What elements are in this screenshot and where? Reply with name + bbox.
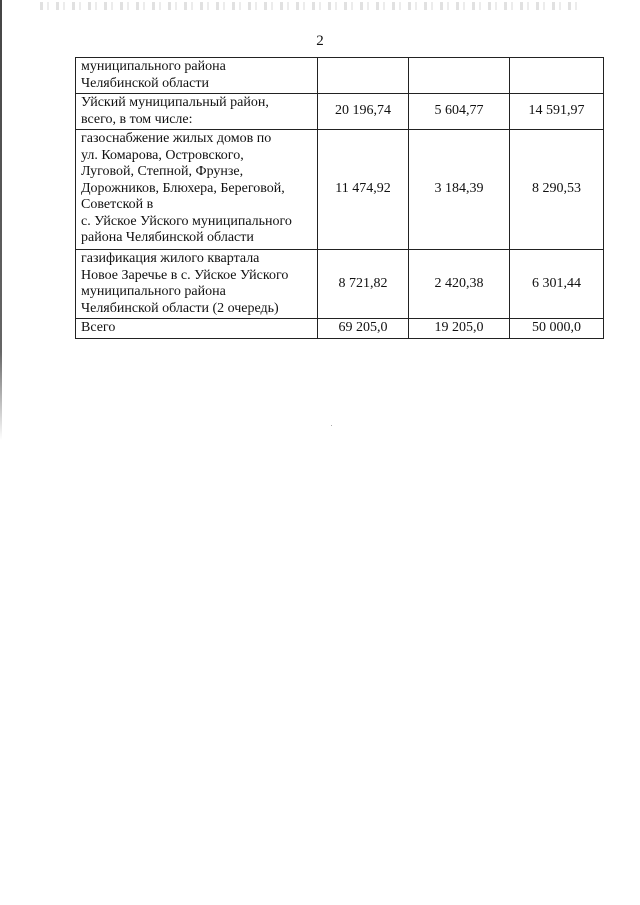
row-value-total: 20 196,74 xyxy=(318,94,409,130)
row-value-federal: 8 290,53 xyxy=(510,130,604,250)
table-row xyxy=(76,130,604,250)
scan-speck xyxy=(331,425,332,426)
row-name: газификация жилого квартала Новое Заречье в с. Уйское Уйского муниципального района Челябинской области (2 очередь) xyxy=(76,250,318,319)
row-value-regional: 2 420,38 xyxy=(409,250,510,319)
row-name: муниципального района Челябинской области xyxy=(76,58,318,94)
budget-table xyxy=(75,57,604,339)
row-value-federal: 14 591,97 xyxy=(510,94,604,130)
row-name: газоснабжение жилых домов по ул. Комарова, Островского, Луговой, Степной, Фрунзе, Дорожников, Блюхера, Береговой, Советской в с. Уйское Уйского муниципального района Челябинской области xyxy=(76,130,318,250)
row-value-federal xyxy=(510,58,604,94)
table-row-total xyxy=(76,319,604,339)
row-value-total: 69 205,0 xyxy=(318,319,409,339)
row-name: Всего xyxy=(76,319,318,339)
row-value-federal: 50 000,0 xyxy=(510,319,604,339)
row-value-regional: 5 604,77 xyxy=(409,94,510,130)
row-value-total: 8 721,82 xyxy=(318,250,409,319)
table-row xyxy=(76,250,604,319)
row-value-federal: 6 301,44 xyxy=(510,250,604,319)
row-value-total xyxy=(318,58,409,94)
page-number: 2 xyxy=(316,33,324,49)
row-value-regional: 3 184,39 xyxy=(409,130,510,250)
scan-left-edge xyxy=(0,0,2,440)
scan-header-noise xyxy=(40,2,580,10)
table-row xyxy=(76,94,604,130)
row-name: Уйский муниципальный район, всего, в том числе: xyxy=(76,94,318,130)
row-value-regional: 19 205,0 xyxy=(409,319,510,339)
row-value-total: 11 474,92 xyxy=(318,130,409,250)
table-row xyxy=(76,58,604,94)
row-value-regional xyxy=(409,58,510,94)
